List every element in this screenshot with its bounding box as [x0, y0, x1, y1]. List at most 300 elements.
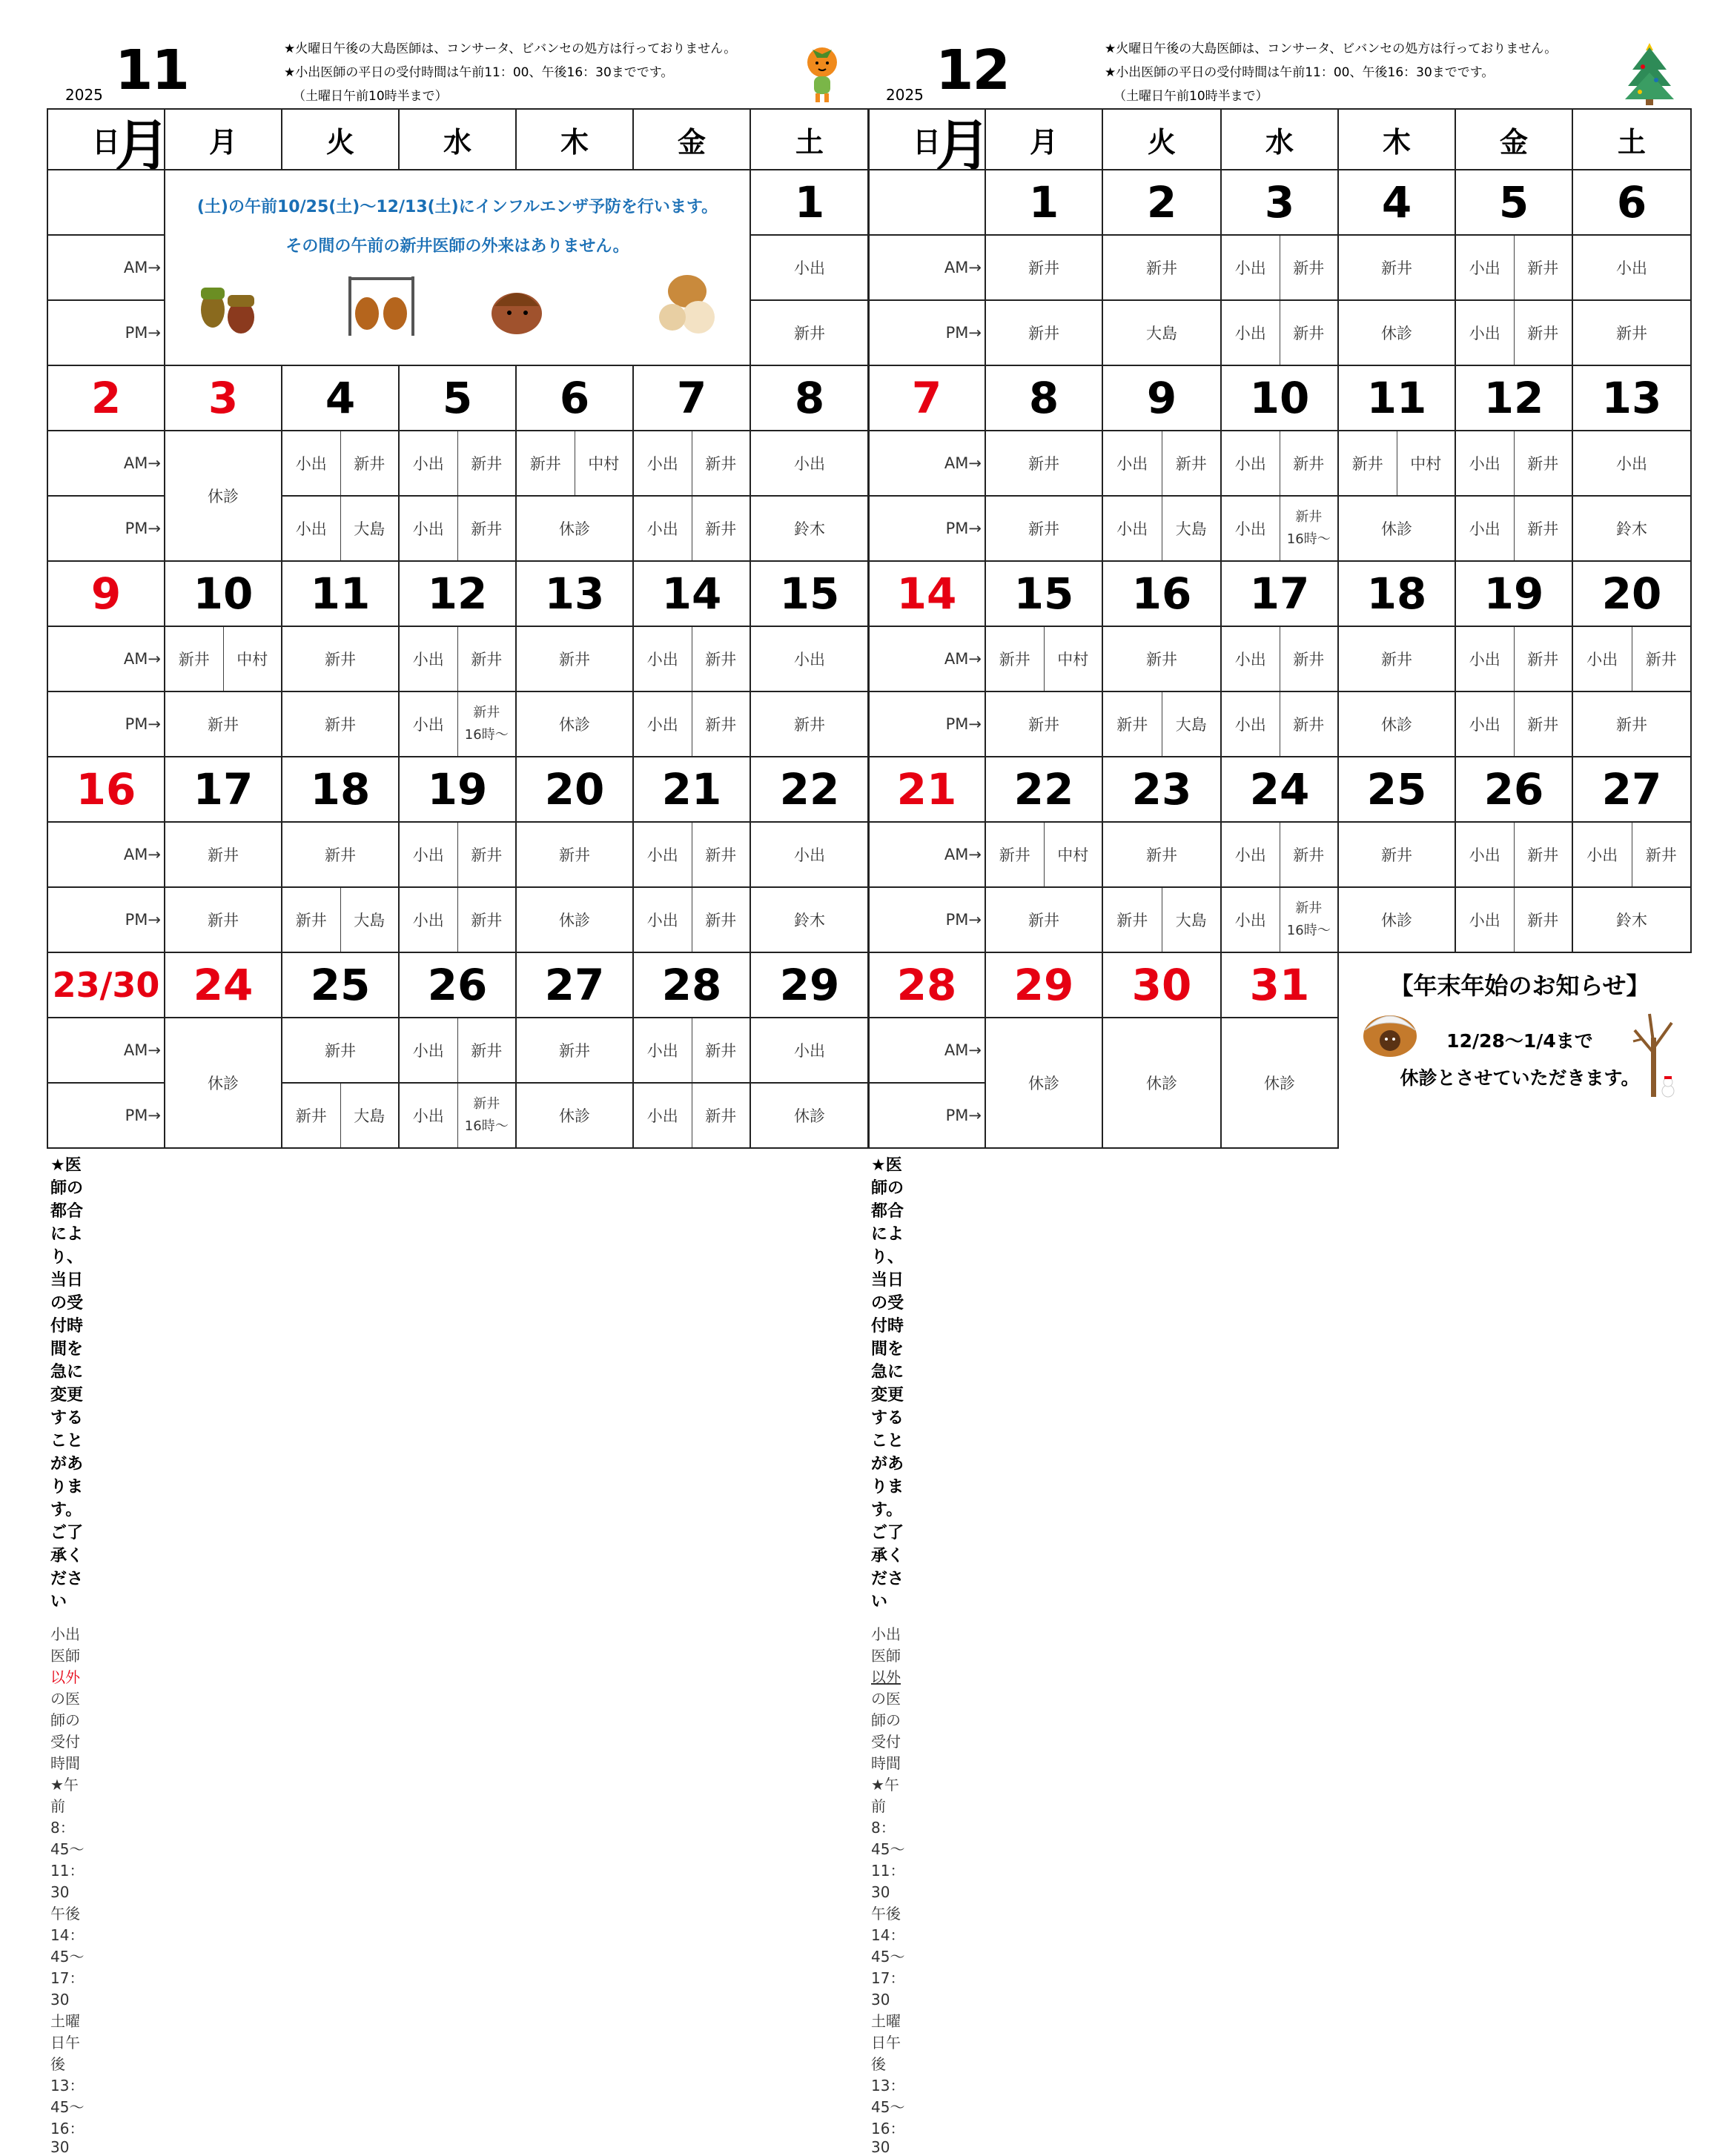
day-number: 4 — [1338, 170, 1455, 235]
am-doctor: 新井 — [1339, 431, 1397, 495]
pm-doctor: 新井 — [282, 691, 399, 757]
announcement-line1: (土)の午前10/25(土)～12/13(土)にインフルエンザ予防を行います。 — [196, 198, 718, 216]
footer-notice: ★医師の都合により、当日の受付時間を急に変更することがあります。ご了承ください — [50, 1156, 84, 1611]
pm-doctor: 休診 — [516, 691, 633, 757]
pm-doctor: 新井 — [1527, 325, 1559, 342]
day-number: 8 — [750, 365, 869, 431]
pm-doctor: 新井 — [985, 300, 1102, 365]
pm-doctor: 小出 — [1222, 692, 1280, 756]
pm-label: PM→ — [47, 496, 165, 561]
pm-doctor: 新井 — [1103, 888, 1162, 952]
pm-doctor: 鈴木 — [750, 887, 869, 952]
pm-start-time: 16時～ — [1286, 531, 1331, 547]
day-number-sunday: 23/30 — [47, 952, 165, 1018]
dec-week3-pm — [868, 887, 1691, 952]
dec-month-title: 12月 — [936, 39, 1009, 178]
weekday-fri: 金 — [633, 109, 750, 170]
dec-week2-days — [868, 561, 1691, 626]
day-number: 6 — [516, 365, 633, 431]
winter-tree-icon — [1627, 1008, 1679, 1101]
day-number: 3 — [1221, 170, 1338, 235]
day-number: 21 — [633, 757, 750, 822]
pm-doctor: 鈴木 — [1572, 887, 1691, 952]
pm-doctor: 休診 — [516, 1083, 633, 1148]
pm-doctor: 新井 — [705, 912, 737, 929]
footer-hours-post: の医師の受付時間★午前8：45～11：30 午後14：45～17：30 土曜日午後13：45～16：30 — [50, 1690, 85, 2156]
weekday-mon: 月 — [985, 109, 1102, 170]
new-year-notice-closed: 休診とさせていただきます。 — [1400, 1067, 1640, 1089]
am-label: AM→ — [868, 822, 985, 887]
dec-week2-am — [868, 626, 1691, 691]
am-label: AM→ — [868, 431, 985, 496]
am-doctor: 新井 — [986, 823, 1045, 886]
am-doctor: 新井 — [471, 651, 503, 669]
nov-week1-am — [47, 431, 869, 496]
footer-hours-pre: 小出医師 — [50, 1625, 80, 1665]
dec-year: 2025 — [886, 86, 924, 104]
new-year-notice-title: 【年末年始のお知らせ】 — [1389, 972, 1650, 1000]
pm-label: PM→ — [47, 1083, 165, 1148]
day-number: 22 — [985, 757, 1102, 822]
day-number-sunday: 21 — [868, 757, 985, 822]
pm-doctor: 小出 — [1456, 497, 1515, 560]
persimmon-mascot-icon — [799, 43, 845, 107]
autumn-illustrations-icon — [168, 265, 747, 339]
nov-note-3: （土曜日午前10時半まで） — [293, 89, 448, 104]
am-doctor: 新井 — [1527, 259, 1559, 277]
pm-doctor: 大島 — [354, 912, 385, 929]
am-doctor: 新井 — [282, 1018, 399, 1083]
day-number: 25 — [1338, 757, 1455, 822]
weekday-thu: 木 — [1338, 109, 1455, 170]
dec-footer — [871, 1152, 904, 2156]
am-doctor: 新井 — [1645, 846, 1677, 864]
pm-doctor-late — [458, 1084, 516, 1147]
day-number: 16 — [1102, 561, 1221, 626]
day-number-holiday: 24 — [165, 952, 282, 1018]
dec-note-2: ★小出医師の平日の受付時間は午前11：00、午後16：30までです。 — [1105, 65, 1495, 80]
day-cell-empty — [47, 170, 165, 235]
dec-week0-am — [868, 235, 1691, 300]
influenza-announcement — [165, 170, 750, 365]
am-doctor: 小出 — [400, 1018, 458, 1082]
nov-week4-am — [47, 1018, 869, 1083]
am-doctor: 新井 — [354, 455, 385, 473]
am-doctor: 中村 — [1057, 651, 1089, 669]
day-number: 10 — [1221, 365, 1338, 431]
pm-doctor: 新井 — [750, 691, 869, 757]
am-doctor: 新井 — [517, 431, 575, 495]
am-doctor: 小出 — [1456, 823, 1515, 886]
am-doctor: 小出 — [1222, 431, 1280, 495]
nov-weekday-header — [47, 109, 869, 170]
day-number: 10 — [165, 561, 282, 626]
day-number-sunday: 14 — [868, 561, 985, 626]
pm-label: PM→ — [47, 887, 165, 952]
am-doctor: 新井 — [165, 822, 282, 887]
am-doctor: 小出 — [1572, 235, 1691, 300]
footer-notice: ★医師の都合により、当日の受付時間を急に変更することがあります。ご了承ください — [871, 1156, 904, 1611]
pm-doctor: 大島 — [1175, 716, 1207, 734]
weekday-wed: 水 — [399, 109, 516, 170]
weekday-tue: 火 — [282, 109, 399, 170]
pm-doctor: 新井 — [471, 912, 503, 929]
am-doctor: 新井 — [705, 846, 737, 864]
am-doctor: 新井 — [985, 431, 1102, 496]
nov-week1-days — [47, 365, 869, 431]
pm-label: PM→ — [868, 691, 985, 757]
footer-hours-post: の医師の受付時間★午前8：45～11：30 午後14：45～17：30 土曜日午後13：45～16：30 — [871, 1690, 905, 2156]
dec-week2-pm — [868, 691, 1691, 757]
nov-footer — [50, 1152, 84, 2156]
day-number: 6 — [1572, 170, 1691, 235]
pm-start-time: 16時～ — [464, 1118, 509, 1134]
day-number: 27 — [516, 952, 633, 1018]
am-doctor: 新井 — [1293, 651, 1325, 669]
am-doctor: 新井 — [471, 846, 503, 864]
weekday-fri: 金 — [1455, 109, 1572, 170]
am-doctor: 小出 — [1573, 823, 1632, 886]
day-number: 2 — [1102, 170, 1221, 235]
weekday-thu: 木 — [516, 109, 633, 170]
day-number: 13 — [1572, 365, 1691, 431]
day-number: 15 — [750, 561, 869, 626]
snowy-hut-icon — [1360, 1001, 1420, 1060]
weekday-sun: 日 — [868, 109, 985, 170]
nov-note-1: ★火曜日午後の大島医師は、コンサータ、ビバンセの処方は行っておりません。 — [284, 42, 737, 56]
day-number: 14 — [633, 561, 750, 626]
pm-doctor-late — [1280, 888, 1338, 952]
am-label: AM→ — [47, 626, 165, 691]
day-number: 29 — [750, 952, 869, 1018]
nov-week3-am — [47, 822, 869, 887]
pm-doctor: 新井 — [1527, 520, 1559, 538]
pm-label: PM→ — [868, 496, 985, 561]
dec-weekday-header — [868, 109, 1691, 170]
nov-month-title: 11月 — [115, 39, 188, 178]
pm-doctor: 新井 — [473, 705, 500, 720]
am-label: AM→ — [868, 626, 985, 691]
day-number-holiday: 3 — [165, 365, 282, 431]
nov-notes — [284, 37, 736, 108]
pm-doctor: 新井 — [1527, 716, 1559, 734]
nov-week0-days — [47, 170, 869, 235]
am-doctor: 新井 — [516, 626, 633, 691]
nov-week4-days — [47, 952, 869, 1018]
day-number: 11 — [1338, 365, 1455, 431]
am-doctor: 小出 — [750, 235, 869, 300]
closed-day: 休診 — [165, 1018, 282, 1148]
day-number: 24 — [1221, 757, 1338, 822]
nov-calendar-table — [47, 108, 870, 1149]
pm-doctor: 小出 — [634, 692, 692, 756]
pm-doctor: 新井 — [282, 1084, 341, 1147]
am-doctor: 新井 — [1527, 455, 1559, 473]
closed-day: 休診 — [1102, 1018, 1221, 1148]
pm-doctor: 新井 — [705, 1107, 737, 1125]
pm-doctor: 小出 — [1103, 497, 1162, 560]
dec-week3-am — [868, 822, 1691, 887]
day-number-sunday: 9 — [47, 561, 165, 626]
pm-doctor: 新井 — [1295, 509, 1323, 525]
pm-doctor: 大島 — [1175, 520, 1207, 538]
am-label: AM→ — [868, 1018, 985, 1083]
pm-doctor: 休診 — [1338, 496, 1455, 561]
nov-year: 2025 — [65, 86, 103, 104]
dec-week1-days — [868, 365, 1691, 431]
pm-doctor: 新井 — [705, 716, 737, 734]
nov-week2-pm — [47, 691, 869, 757]
day-number: 5 — [399, 365, 516, 431]
pm-doctor: 新井 — [985, 496, 1102, 561]
footer-hours — [871, 1622, 904, 2156]
day-number: 28 — [633, 952, 750, 1018]
am-doctor: 新井 — [1102, 626, 1221, 691]
am-doctor: 新井 — [1645, 651, 1677, 669]
day-number: 26 — [1455, 757, 1572, 822]
pm-doctor: 新井 — [1103, 692, 1162, 756]
am-doctor: 新井 — [1527, 846, 1559, 864]
am-doctor: 小出 — [1222, 823, 1280, 886]
pm-doctor: 新井 — [1572, 691, 1691, 757]
day-number-sunday: 28 — [868, 952, 985, 1018]
am-doctor: 新井 — [1338, 822, 1455, 887]
nov-week2-days — [47, 561, 869, 626]
dec-notes — [1105, 37, 1557, 108]
pm-doctor: 新井 — [165, 691, 282, 757]
am-doctor: 新井 — [1293, 455, 1325, 473]
day-number-holiday: 30 — [1102, 952, 1221, 1018]
pm-doctor: 小出 — [634, 1084, 692, 1147]
am-doctor: 新井 — [282, 822, 399, 887]
am-doctor: 小出 — [750, 626, 869, 691]
am-doctor: 小出 — [750, 1018, 869, 1083]
day-number: 22 — [750, 757, 869, 822]
am-doctor: 小出 — [634, 823, 692, 886]
pm-doctor: 休診 — [1338, 300, 1455, 365]
am-doctor: 新井 — [165, 627, 224, 691]
pm-label: PM→ — [868, 300, 985, 365]
day-number: 17 — [1221, 561, 1338, 626]
am-doctor: 新井 — [705, 1042, 737, 1060]
day-number: 27 — [1572, 757, 1691, 822]
am-label: AM→ — [47, 1018, 165, 1083]
day-number: 5 — [1455, 170, 1572, 235]
pm-doctor: 新井 — [750, 300, 869, 365]
day-number-sunday: 16 — [47, 757, 165, 822]
am-doctor: 小出 — [750, 431, 869, 496]
am-doctor: 小出 — [634, 1018, 692, 1082]
dec-week1-am — [868, 431, 1691, 496]
pm-start-time: 16時～ — [464, 727, 509, 743]
day-number: 7 — [633, 365, 750, 431]
weekday-tue: 火 — [1102, 109, 1221, 170]
dec-note-3: （土曜日午前10時半まで） — [1113, 89, 1268, 104]
am-doctor: 小出 — [1456, 627, 1515, 691]
day-cell-empty — [868, 170, 985, 235]
am-doctor: 小出 — [750, 822, 869, 887]
am-doctor: 小出 — [1572, 431, 1691, 496]
day-number: 11 — [282, 561, 399, 626]
pm-doctor: 小出 — [282, 497, 341, 560]
am-doctor: 中村 — [236, 651, 268, 669]
dec-week1-pm — [868, 496, 1691, 561]
pm-label: PM→ — [868, 1083, 985, 1148]
pm-doctor: 新井 — [1527, 912, 1559, 929]
pm-doctor: 小出 — [1456, 692, 1515, 756]
pm-doctor: 新井 — [282, 888, 341, 952]
closed-day: 休診 — [165, 431, 282, 561]
am-doctor: 新井 — [1293, 846, 1325, 864]
pm-doctor: 鈴木 — [1572, 496, 1691, 561]
am-doctor: 小出 — [400, 823, 458, 886]
new-year-notice-period: 12/28～1/4まで — [1446, 1030, 1593, 1052]
nov-week3-days — [47, 757, 869, 822]
pm-doctor: 新井 — [473, 1096, 500, 1112]
day-number: 18 — [282, 757, 399, 822]
pm-doctor: 新井 — [165, 887, 282, 952]
pm-doctor: 小出 — [634, 497, 692, 560]
dec-week0-days — [868, 170, 1691, 235]
am-doctor: 新井 — [1102, 822, 1221, 887]
day-number: 1 — [985, 170, 1102, 235]
pm-label: PM→ — [47, 300, 165, 365]
nov-week2-am — [47, 626, 869, 691]
dec-note-1: ★火曜日午後の大島医師は、コンサータ、ビバンセの処方は行っておりません。 — [1105, 42, 1558, 56]
pm-doctor: 休診 — [750, 1083, 869, 1148]
am-label: AM→ — [868, 235, 985, 300]
pm-doctor: 新井 — [1293, 325, 1325, 342]
day-number: 19 — [1455, 561, 1572, 626]
am-doctor: 新井 — [1293, 259, 1325, 277]
am-doctor: 新井 — [1338, 235, 1455, 300]
am-doctor: 中村 — [1410, 455, 1442, 473]
day-number: 23 — [1102, 757, 1221, 822]
day-number: 4 — [282, 365, 399, 431]
day-number-sunday: 2 — [47, 365, 165, 431]
day-number-holiday: 31 — [1221, 952, 1338, 1018]
am-doctor: 小出 — [400, 627, 458, 691]
weekday-sat: 土 — [750, 109, 869, 170]
pm-doctor: 休診 — [1338, 691, 1455, 757]
am-doctor: 小出 — [1222, 236, 1280, 299]
day-number: 8 — [985, 365, 1102, 431]
day-number: 18 — [1338, 561, 1455, 626]
pm-doctor: 小出 — [400, 497, 458, 560]
footer-hours-mark: 以外 — [50, 1668, 80, 1686]
pm-doctor: 小出 — [1222, 497, 1280, 560]
pm-doctor: 新井 — [985, 691, 1102, 757]
am-doctor: 新井 — [986, 627, 1045, 691]
am-doctor: 新井 — [516, 822, 633, 887]
pm-doctor: 小出 — [400, 1084, 458, 1147]
am-doctor: 小出 — [1456, 431, 1515, 495]
am-doctor: 新井 — [1527, 651, 1559, 669]
day-number: 17 — [165, 757, 282, 822]
pm-doctor: 小出 — [400, 692, 458, 756]
pm-doctor-late — [1280, 497, 1338, 560]
pm-doctor: 休診 — [516, 496, 633, 561]
day-number: 19 — [399, 757, 516, 822]
pm-label: PM→ — [47, 691, 165, 757]
am-doctor: 小出 — [634, 627, 692, 691]
pm-doctor: 小出 — [1456, 888, 1515, 952]
pm-doctor: 新井 — [1572, 300, 1691, 365]
day-number: 25 — [282, 952, 399, 1018]
footer-hours-pre: 小出医師 — [871, 1625, 901, 1665]
day-number: 13 — [516, 561, 633, 626]
pm-doctor-late — [458, 692, 516, 756]
am-doctor: 中村 — [588, 455, 620, 473]
pm-doctor: 新井 — [1295, 900, 1323, 916]
weekday-sat: 土 — [1572, 109, 1691, 170]
am-doctor: 小出 — [1103, 431, 1162, 495]
dec-week3-days — [868, 757, 1691, 822]
am-label: AM→ — [47, 235, 165, 300]
closed-day: 休診 — [1221, 1018, 1338, 1148]
nov-week3-pm — [47, 887, 869, 952]
day-number: 20 — [1572, 561, 1691, 626]
am-doctor: 小出 — [282, 431, 341, 495]
am-label: AM→ — [47, 431, 165, 496]
pm-doctor: 小出 — [634, 888, 692, 952]
pm-doctor: 新井 — [1293, 716, 1325, 734]
nov-note-2: ★小出医師の平日の受付時間は午前11：00、午後16：30までです。 — [284, 65, 674, 80]
day-number: 26 — [399, 952, 516, 1018]
am-doctor: 新井 — [1175, 455, 1207, 473]
am-doctor: 新井 — [471, 455, 503, 473]
day-number: 9 — [1102, 365, 1221, 431]
day-number-holiday: 29 — [985, 952, 1102, 1018]
pm-start-time: 16時～ — [1286, 923, 1331, 938]
weekday-mon: 月 — [165, 109, 282, 170]
pm-doctor: 小出 — [1456, 301, 1515, 365]
am-label: AM→ — [47, 822, 165, 887]
dec-week0-pm — [868, 300, 1691, 365]
pm-doctor: 新井 — [471, 520, 503, 538]
pm-doctor: 新井 — [705, 520, 737, 538]
am-doctor: 新井 — [471, 1042, 503, 1060]
am-doctor: 小出 — [1456, 236, 1515, 299]
am-doctor: 新井 — [1102, 235, 1221, 300]
am-doctor: 小出 — [400, 431, 458, 495]
day-number: 12 — [1455, 365, 1572, 431]
day-number: 1 — [750, 170, 869, 235]
announcement-line2: その間の午前の新井医師の外来はありません。 — [285, 237, 629, 256]
closed-day: 休診 — [985, 1018, 1102, 1148]
pm-doctor: 新井 — [985, 887, 1102, 952]
day-number-sunday: 7 — [868, 365, 985, 431]
am-doctor: 新井 — [1338, 626, 1455, 691]
footer-hours-mark: 以外 — [871, 1668, 901, 1686]
pm-doctor: 休診 — [1338, 887, 1455, 952]
am-doctor: 小出 — [634, 431, 692, 495]
pm-label: PM→ — [868, 887, 985, 952]
am-doctor: 新井 — [282, 626, 399, 691]
am-doctor: 小出 — [1573, 627, 1632, 691]
am-doctor: 新井 — [705, 651, 737, 669]
footer-hours — [50, 1622, 84, 2156]
am-doctor: 中村 — [1057, 846, 1089, 864]
weekday-sun: 日 — [47, 109, 165, 170]
pm-doctor: 大島 — [1102, 300, 1221, 365]
christmas-tree-icon — [1624, 37, 1675, 105]
pm-doctor: 大島 — [1175, 912, 1207, 929]
day-number: 15 — [985, 561, 1102, 626]
pm-doctor: 小出 — [400, 888, 458, 952]
pm-doctor: 大島 — [354, 1107, 385, 1125]
day-number: 20 — [516, 757, 633, 822]
